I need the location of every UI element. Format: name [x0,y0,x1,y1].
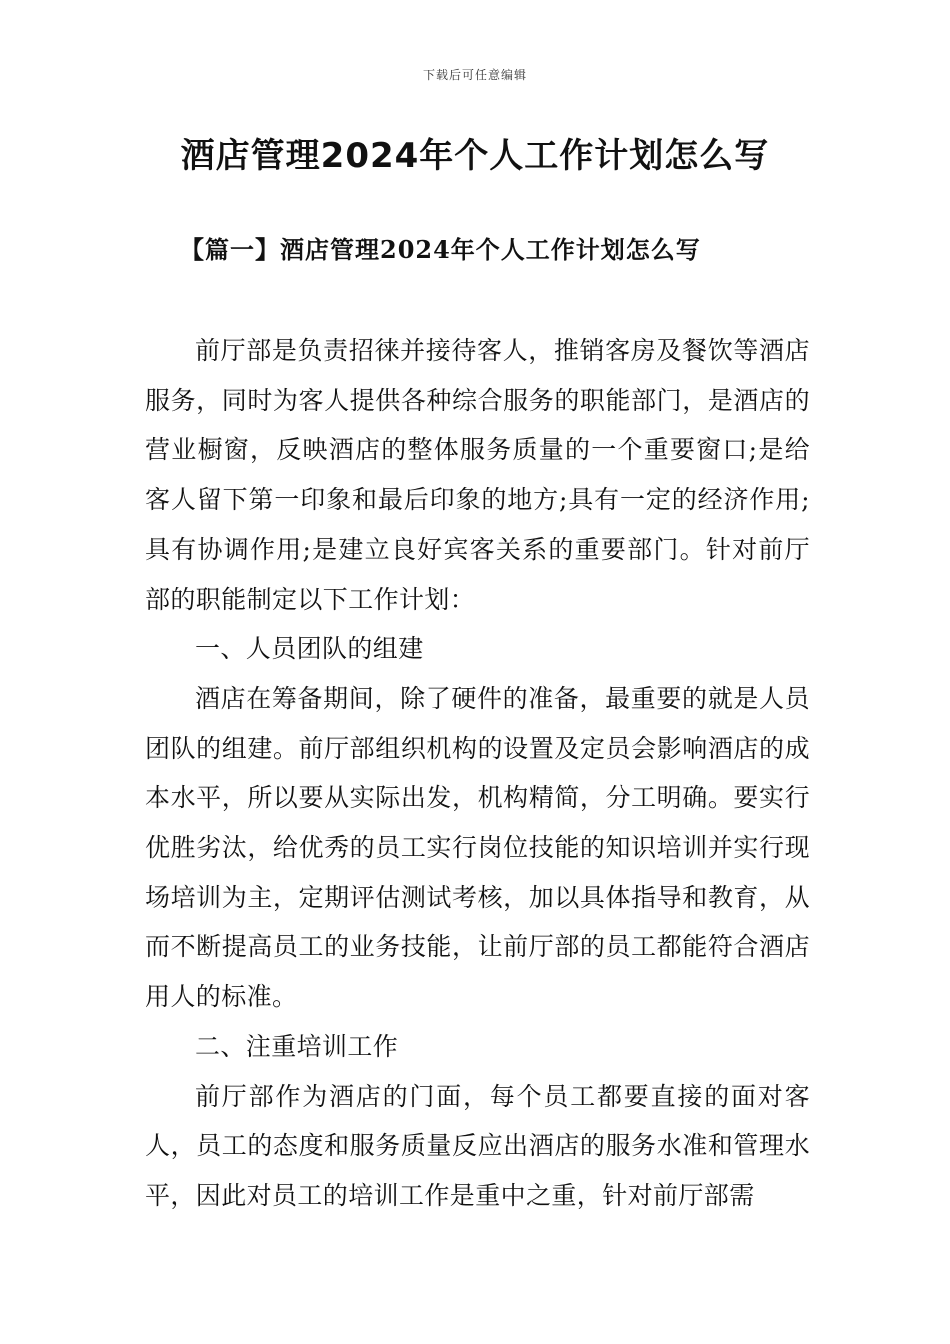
intro-paragraph: 前厅部是负责招徕并接待客人，推销客房及餐饮等酒店服务，同时为客人提供各种综合服务的职能部门，是酒店的营业橱窗，反映酒店的整体服务质量的一个重要窗口;是给客人留下第一印象和最后印象的地方;具有一定的经济作用;具有协调作用;是建立良好宾客关系的重要部门。针对前厅部的职能制定以下工作计划： [145,336,810,614]
document-body [145,326,810,1221]
document-title: 酒店管理2024年个人工作计划怎么写 [180,136,770,176]
subheading-team-building: 一、人员团队的组建 [195,634,424,664]
subheading-training: 二、注重培训工作 [195,1031,399,1061]
section-heading: 【篇一】酒店管理2024年个人工作计划怎么写 [180,235,701,264]
training-paragraph: 前厅部作为酒店的门面，每个员工都要直接的面对客人，员工的态度和服务质量反应出酒店的服务水准和管理水平，因此对员工的培训工作是重中之重，针对前厅部需 [145,1081,810,1210]
team-building-paragraph: 酒店在筹备期间，除了硬件的准备，最重要的就是人员团队的组建。前厅部组织机构的设置及定员会影响酒店的成本水平，所以要从实际出发，机构精简，分工明确。要实行优胜劣汰，给优秀的员工实行岗位技能的知识培训并实行现场培训为主，定期评估测试考核，加以具体指导和教育，从而不断提高员工的业务技能，让前厅部的员工都能符合酒店用人的标准。 [145,683,810,1012]
header-note: 下载后可任意编辑 [422,68,527,82]
